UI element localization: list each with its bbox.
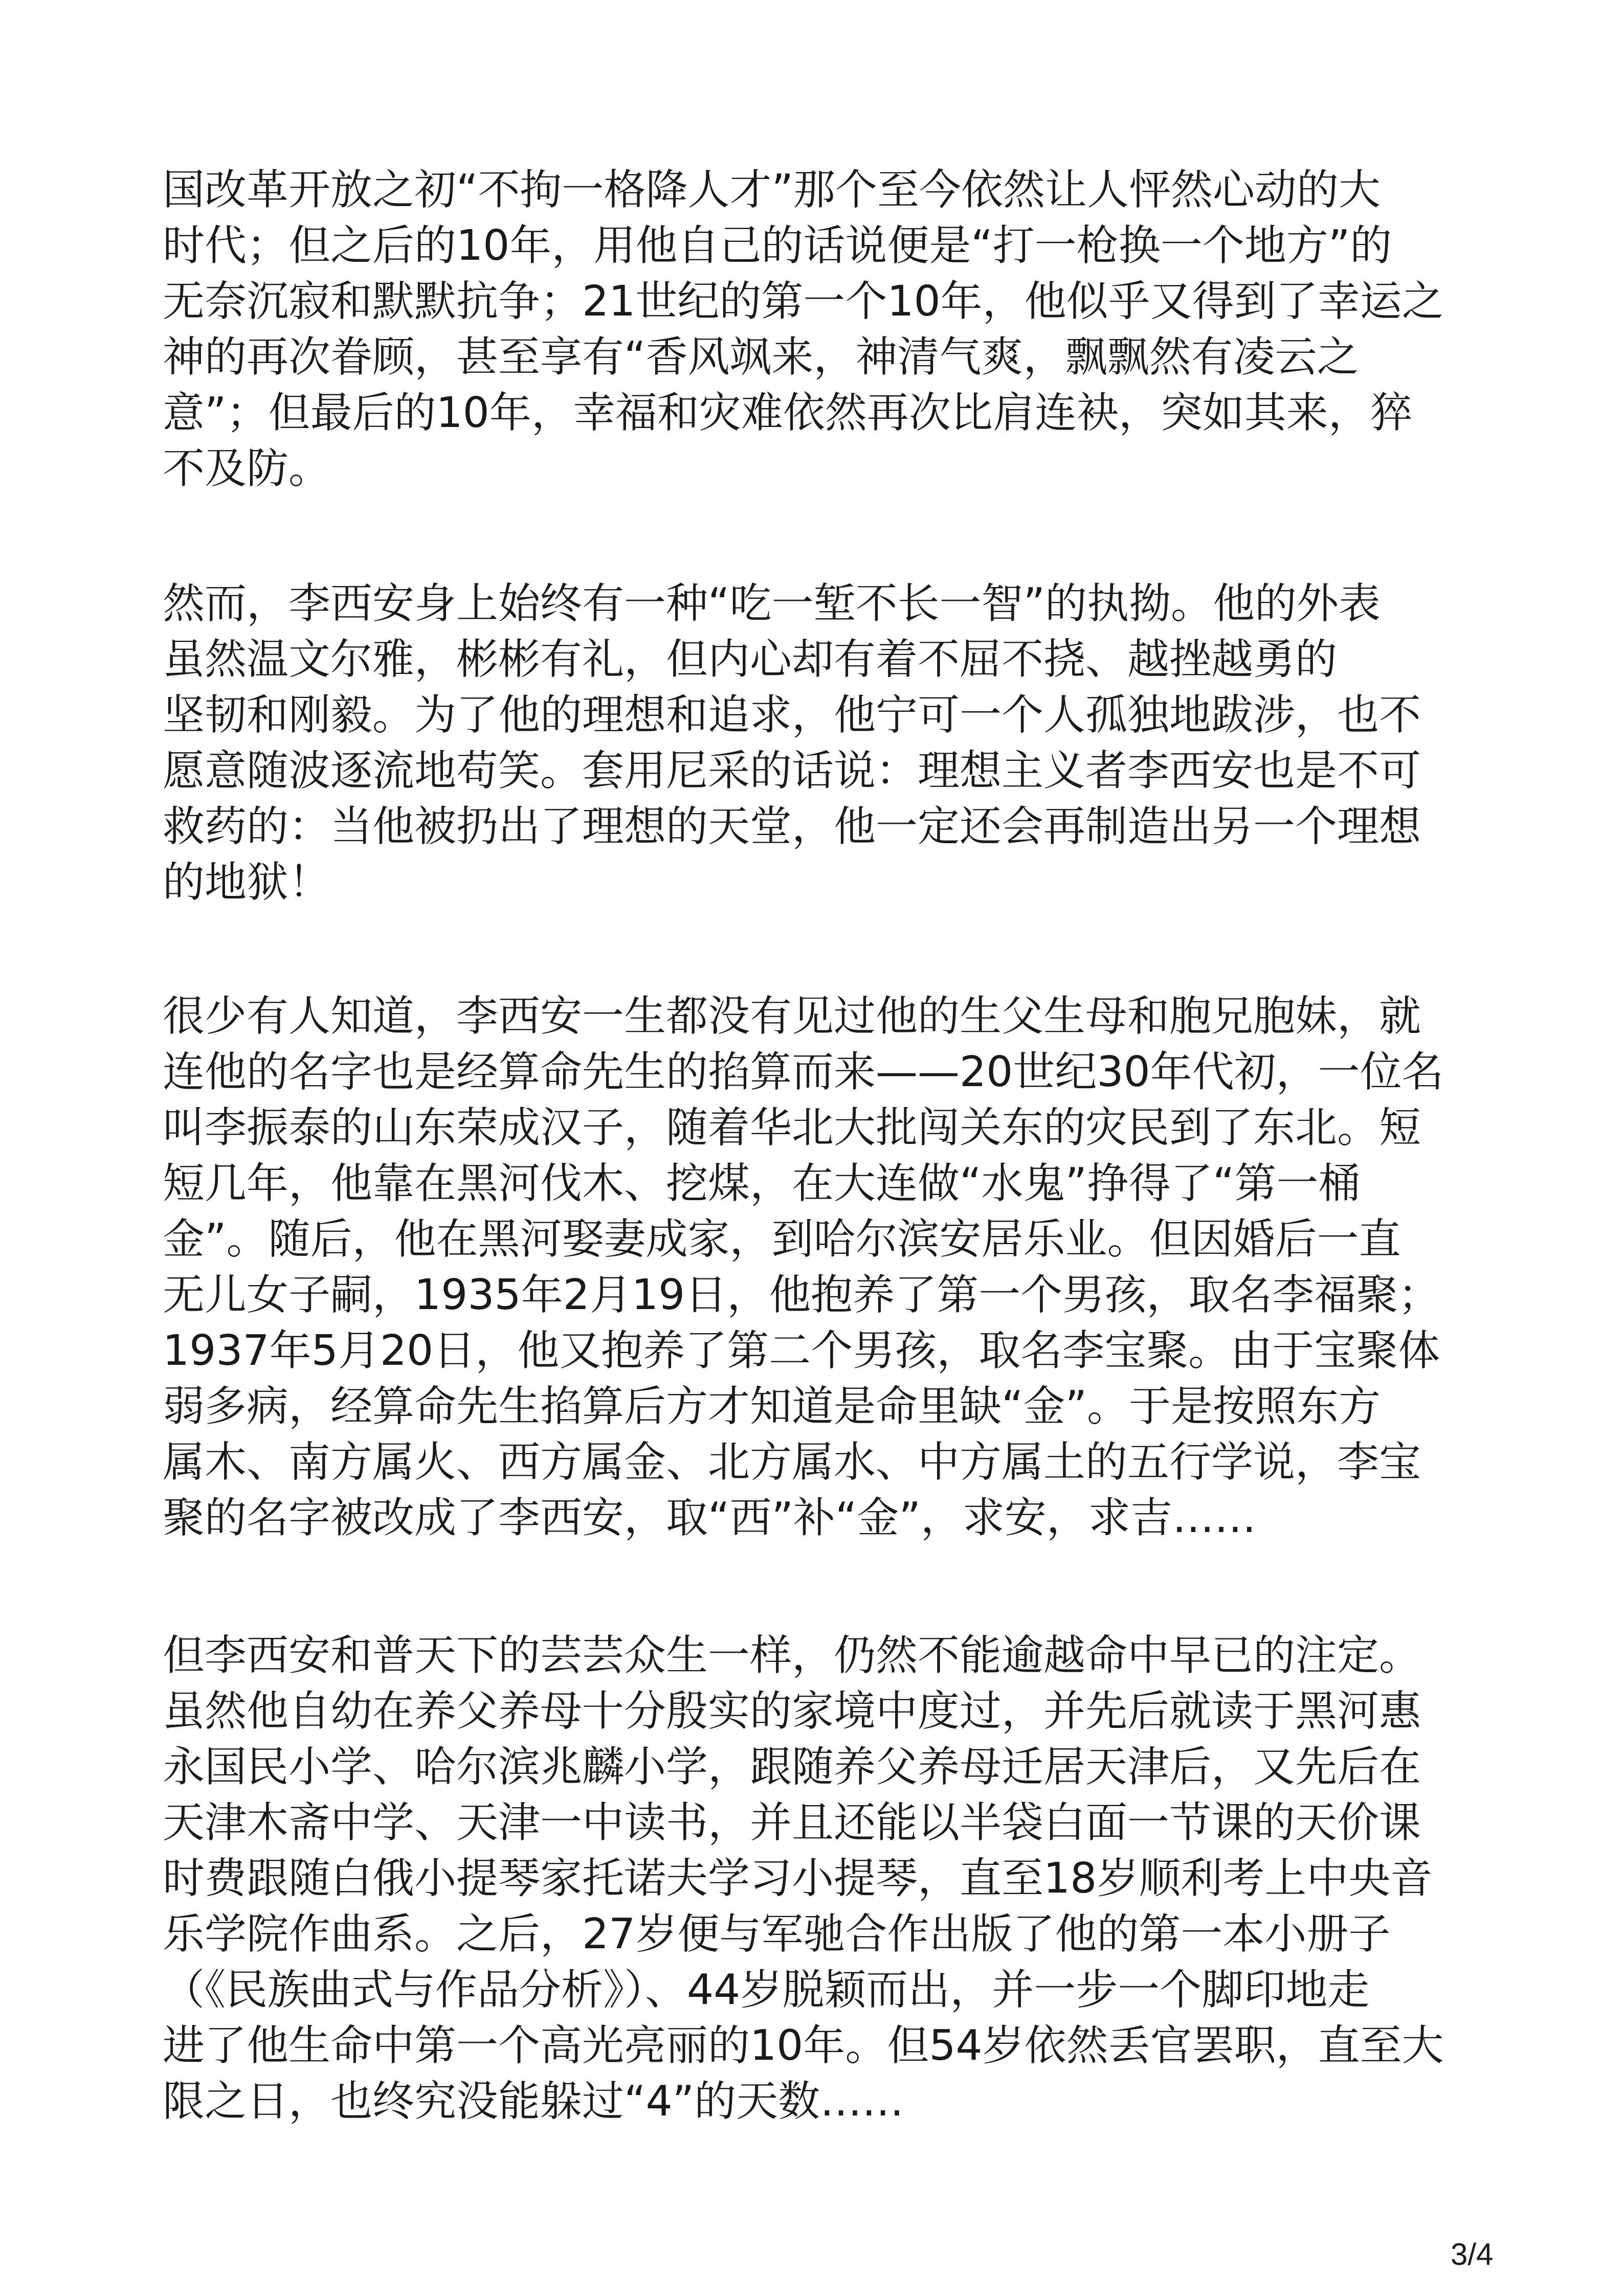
text-line: 金”。随后，他在黑河娶妻成家，到哈尔滨安居乐业。但因婚后一直 [163,1215,1401,1264]
text-line: 但李西安和普天下的芸芸众生一样，仍然不能逾越命中早已的注定。 [163,1631,1421,1680]
text-line: 救药的：当他被扔出了理想的天堂，他一定还会再制造出另一个理想 [163,802,1421,851]
text-line: 不及防。 [163,444,331,493]
text-line: 意”；但最后的10年，幸福和灾难依然再次比肩连袂，突如其来，猝 [163,389,1412,437]
text-line: 国改革开放之初“不拘一格降人才”那个至今依然让人怦然心动的大 [163,166,1381,214]
text-line: 坚韧和刚毅。为了他的理想和追求，他宁可一个人孤独地跋涉，也不 [163,691,1421,739]
text-line: 虽然他自幼在养父养母十分殷实的家境中度过，并先后就读于黑河惠 [163,1687,1421,1736]
text-line: 乐学院作曲系。之后，27岁便与军驰合作出版了他的第一本小册子 [163,1910,1391,1959]
text-line: 连他的名字也是经算命先生的掐算而来——20世纪30年代初，一位名 [163,1048,1444,1096]
text-line: 很少有人知道，李西安一生都没有见过他的生父生母和胞兄胞妹，就 [163,992,1421,1041]
text-line: 1937年5月20日，他又抱养了第二个男孩，取名李宝聚。由于宝聚体 [163,1326,1440,1375]
text-line: 限之日，也终究没能躲过“4”的天数…… [163,2077,904,2126]
text-line: 神的再次眷顾，甚至享有“香风飒来，神清气爽，飘飘然有凌云之 [163,333,1359,381]
text-line: 时代；但之后的10年，用他自己的话说便是“打一枪换一个地方”的 [163,221,1392,270]
text-line: 永国民小学、哈尔滨兆麟小学，跟随养父养母迁居天津后，又先后在 [163,1743,1421,1791]
text-line: 时费跟随白俄小提琴家托诺夫学习小提琴，直至18岁顺利考上中央音 [163,1854,1433,1903]
text-line: 短几年，他靠在黑河伐木、挖煤，在大连做“水鬼”挣得了“第一桶 [163,1159,1361,1208]
text-line: 无儿女子嗣，1935年2月19日，他抱养了第一个男孩，取名李福聚； [163,1271,1440,1319]
text-line: 然而，李西安身上始终有一种“吃一堑不长一智”的执拗。他的外表 [163,579,1381,628]
text-line: 愿意随波逐流地苟笑。套用尼采的话说：理想主义者李西安也是不可 [163,747,1421,795]
paragraph-2 [163,576,1421,910]
text-line: 进了他生命中第一个高光亮丽的10年。但54岁依然丢官罢职，直至大 [163,2021,1444,2070]
text-line: 弱多病，经算命先生掐算后方才知道是命里缺“金”。于是按照东方 [163,1382,1381,1431]
text-line: （《民族曲式与作品分析》）、44岁脱颖而出，并一步一个脚印地走 [163,1966,1370,2014]
text-line: 的地狱！ [163,858,331,907]
text-line: 属木、南方属火、西方属金、北方属水、中方属土的五行学说，李宝 [163,1438,1421,1487]
paragraph-4 [163,1628,1444,2129]
paragraph-3 [163,988,1444,1546]
text-line: 叫李振泰的山东荣成汉子，随着华北大批闯关东的灾民到了东北。短 [163,1104,1421,1152]
text-line: 聚的名字被改成了李西安，取“西”补“金”，求安，求吉…… [163,1494,1256,1542]
paragraph-1 [163,162,1444,497]
text-line: 虽然温文尔雅，彬彬有礼，但内心却有着不屈不挠、越挫越勇的 [163,635,1338,684]
page-number: 3/4 [1451,2237,1494,2271]
text-line: 天津木斋中学、天津一中读书，并且还能以半袋白面一节课的天价课 [163,1798,1421,1847]
text-line: 无奈沉寂和默默抗争；21世纪的第一个10年，他似乎又得到了幸运之 [163,277,1444,326]
